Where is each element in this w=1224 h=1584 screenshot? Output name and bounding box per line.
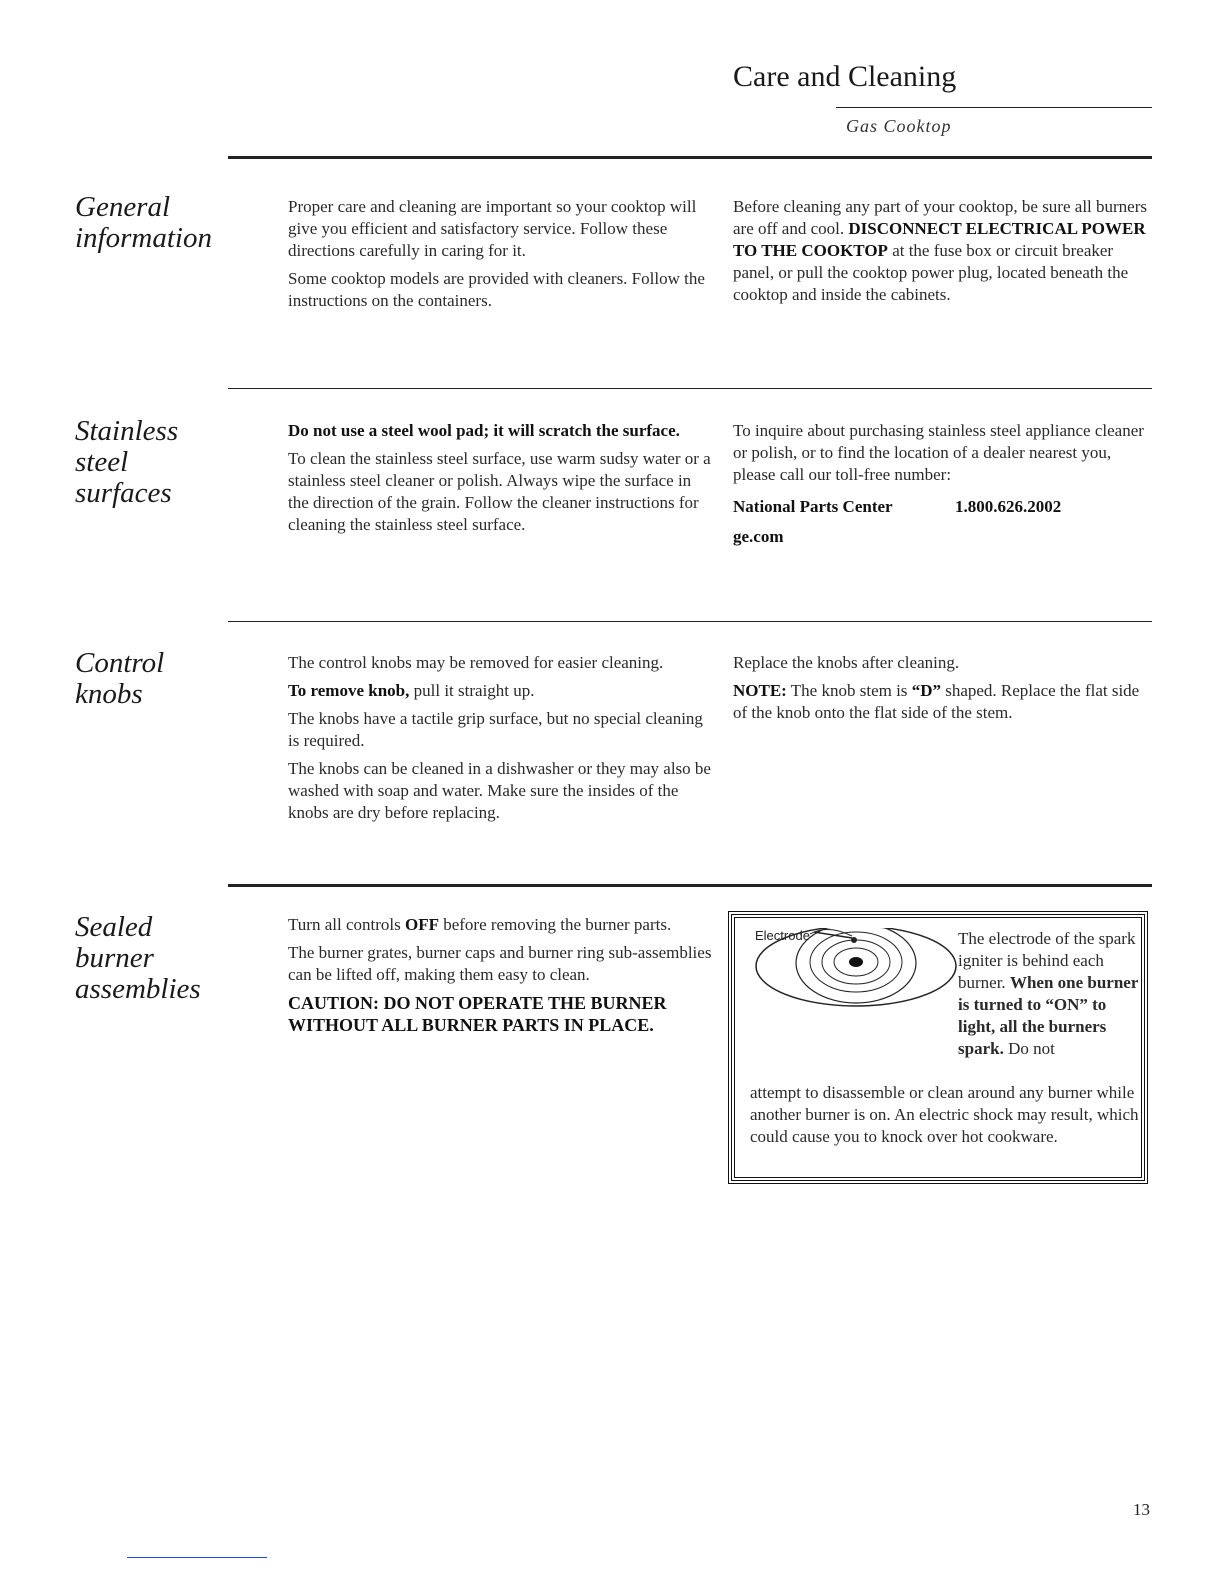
section-title-knobs: Control knobs <box>75 647 165 710</box>
section-title-burner: Sealed burner assemblies <box>75 911 201 1005</box>
knobs-left-column <box>288 652 712 830</box>
parts-center-contact <box>733 496 1151 518</box>
knobs-paragraph-1: The control knobs may be removed for easier cleaning. <box>288 653 664 672</box>
knobs-replace-text: Replace the knobs after cleaning. <box>733 653 960 672</box>
section-divider <box>228 621 1152 622</box>
title-divider <box>836 107 1152 108</box>
section-divider <box>228 388 1152 389</box>
burner-caution: CAUTION: DO NOT OPERATE THE BURNER WITHOUT ALL BURNER PARTS IN PLACE. <box>288 993 667 1035</box>
parts-center-phone: 1.800.626.2002 <box>955 497 1062 516</box>
section-title-stainless: Stainless steel surfaces <box>75 415 179 509</box>
general-paragraph-1: Proper care and cleaning are important so your cooktop will give you efficient and satisfactory service. Follow these directions carefully in caring for it. <box>288 197 697 260</box>
burner-left-column <box>288 914 712 1042</box>
knobs-paragraph-4: The knobs can be cleaned in a dishwasher or they may also be washed with soap and water. Make sure the insides of the knobs are dry before replacing. <box>288 759 711 822</box>
page-number: 13 <box>1133 1500 1150 1519</box>
section-divider <box>228 884 1152 887</box>
general-power-warning: Before cleaning any part of your cooktop, be sure all burners are off and cool. DISCONNECT ELECTRICAL POWER TO THE COOKTOP at the fuse box or circuit breaker panel, or pull the cooktop power plug, located beneath the cooktop and inside the cabinets. <box>733 197 1147 304</box>
general-paragraph-2: Some cooktop models are provided with cleaners. Follow the instructions on the containers. <box>288 269 705 310</box>
general-right-column <box>733 196 1151 312</box>
burner-electrode-illustration <box>748 928 964 1068</box>
website-link[interactable]: ge.com <box>733 527 784 546</box>
knobs-paragraph-3: The knobs have a tactile grip surface, but no special cleaning is required. <box>288 709 703 750</box>
knobs-note: NOTE: The knob stem is “D” shaped. Replace the flat side of the knob onto the flat side of the stem. <box>733 681 1140 722</box>
parts-center-name: National Parts Center <box>733 497 893 516</box>
stainless-inquiry-text: To inquire about purchasing stainless steel appliance cleaner or polish, or to find the location of a dealer nearest you, please call our toll-free number: <box>733 421 1144 484</box>
knobs-right-column <box>733 652 1151 730</box>
general-left-column <box>288 196 712 318</box>
section-title-general: General information <box>75 191 212 254</box>
stainless-cleaning-instructions: To clean the stainless steel surface, use warm sudsy water or a stainless steel cleaner or polish. Always wipe the surface in the direction of the grain. Follow the cleaner instructions for cleaning the stainless steel surface. <box>288 449 711 534</box>
header-divider <box>228 156 1152 159</box>
page-subtitle: Gas Cooktop <box>846 116 952 136</box>
steel-wool-warning: Do not use a steel wool pad; it will scratch the surface. <box>288 421 680 440</box>
page-title: Care and Cleaning <box>733 60 957 93</box>
burner-controls-off: Turn all controls OFF before removing the burner parts. <box>288 915 672 934</box>
electrode-warning-text: The electrode of the spark igniter is behind each burner. When one burner is turned to “ON” to light, all the burners spark. Do not <box>958 929 1139 1058</box>
knobs-remove-instruction: To remove knob, pull it straight up. <box>288 681 535 700</box>
footer-link-underline <box>127 1557 267 1558</box>
electrode-warning-continued: attempt to disassemble or clean around any burner while another burner is on. An electric shock may result, which could cause you to knock over hot cookware. <box>750 1083 1139 1146</box>
electrode-label: Electrode <box>755 928 810 943</box>
burner-parts-removal: The burner grates, burner caps and burner ring sub-assemblies can be lifted off, making them easy to clean. <box>288 943 712 984</box>
stainless-left-column <box>288 420 712 542</box>
stainless-right-column <box>733 420 1151 548</box>
